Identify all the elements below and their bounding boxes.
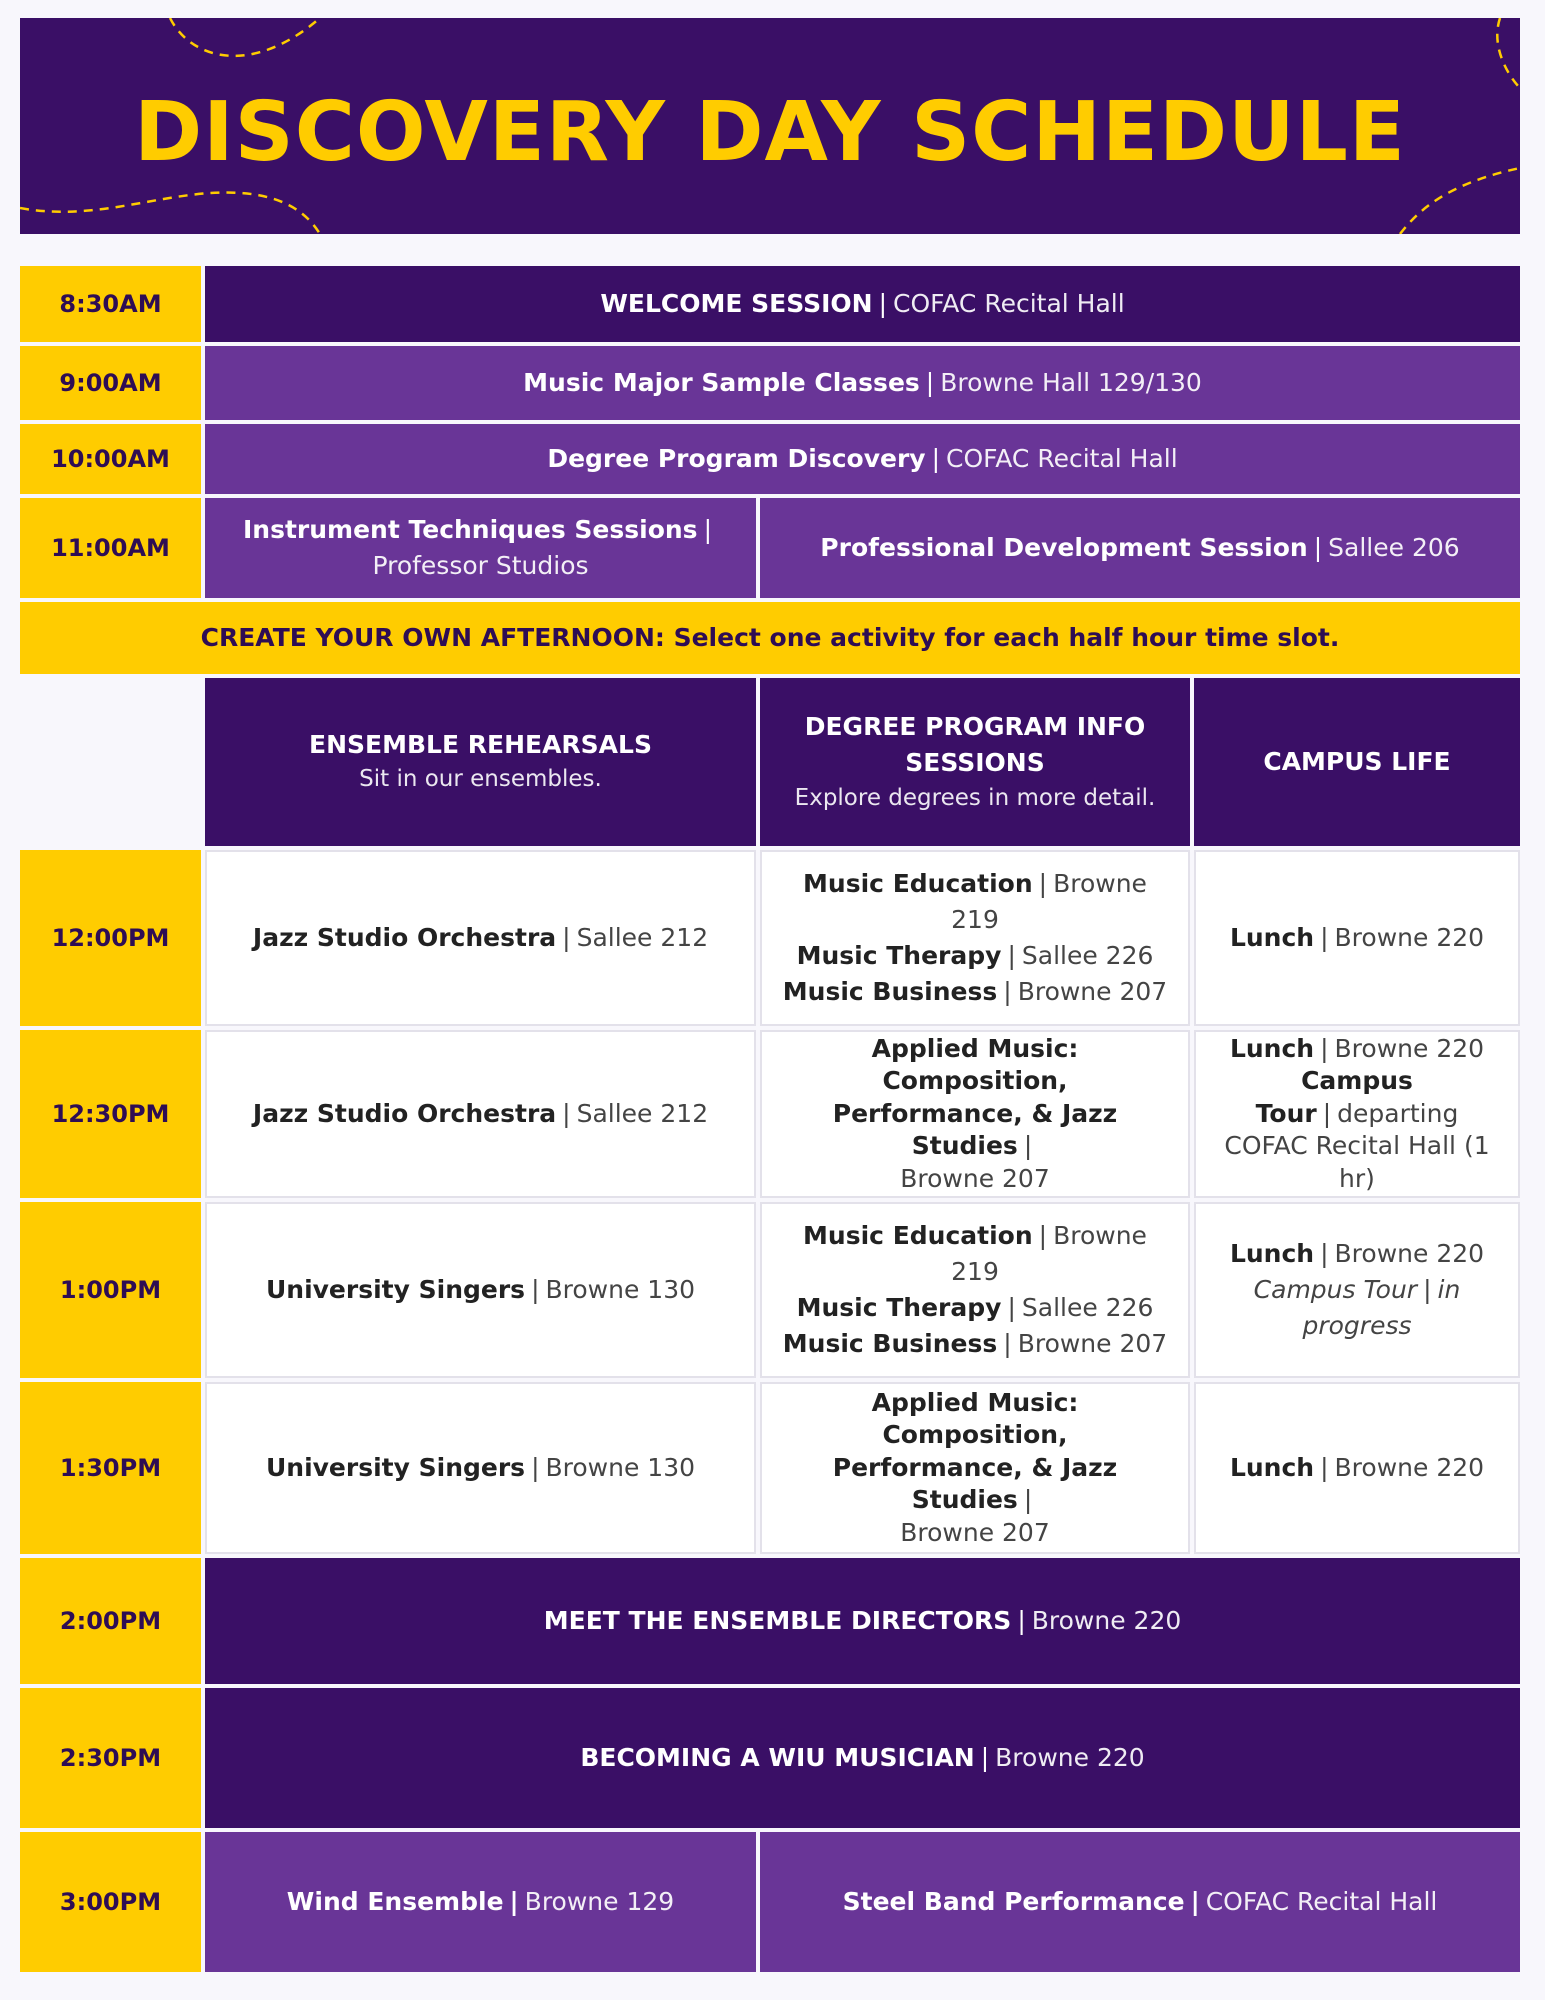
separator: | <box>925 367 935 397</box>
separator: | <box>562 922 571 952</box>
sample-classes-row <box>205 346 1520 420</box>
separator: | <box>1320 922 1329 952</box>
separator: | <box>1007 1293 1016 1322</box>
campus-note-status: in progress <box>1302 1274 1461 1341</box>
event-name: Music Major Sample Classes <box>523 367 920 397</box>
event-name: Professional Development Session <box>820 532 1308 562</box>
separator: | <box>562 1098 571 1128</box>
welcome-session-row <box>205 266 1520 342</box>
event-location: Browne Hall 129/130 <box>940 367 1202 397</box>
banner-lead: CREATE YOUR OWN AFTERNOON: <box>200 622 665 652</box>
time-slot: 8:30AM <box>20 266 201 342</box>
activity-name: Music Therapy <box>796 1293 1002 1322</box>
event-name: Degree Program Discovery <box>547 443 926 473</box>
activity-location: departing <box>1337 1098 1459 1128</box>
steel-band-cell <box>760 1832 1520 1972</box>
event-location: Browne 129 <box>524 1886 675 1916</box>
separator: | <box>1003 1329 1012 1359</box>
time-slot: 2:00PM <box>20 1558 201 1684</box>
ensemble-cell <box>205 1382 756 1554</box>
activity-name: Music Therapy <box>796 941 1002 970</box>
activity-location: COFAC Recital Hall (1 hr) <box>1224 1131 1490 1193</box>
campus-cell <box>1194 1202 1520 1378</box>
activity-location: Sallee 212 <box>576 1098 709 1128</box>
column-header-degree <box>760 678 1190 846</box>
activity-name: Performance, & Jazz Studies <box>832 1098 1118 1161</box>
event-location: Browne 220 <box>1031 1605 1182 1635</box>
event-location: COFAC Recital Hall <box>1205 1886 1438 1916</box>
time-slot: 2:30PM <box>20 1688 201 1828</box>
separator: | <box>509 1886 519 1916</box>
wiu-musician-row <box>205 1688 1520 1828</box>
activity-name: Lunch <box>1229 1033 1315 1063</box>
activity-location: Browne 130 <box>545 1274 696 1304</box>
time-slot: 3:00PM <box>20 1832 201 1972</box>
activity-name: Jazz Studio Orchestra <box>252 1098 557 1128</box>
time-slot: 11:00AM <box>20 498 201 598</box>
activity-name: Music Business <box>782 977 998 1007</box>
event-location: Sallee 206 <box>1328 532 1460 562</box>
activity-name: Music Education <box>803 868 1033 898</box>
activity-name: Lunch <box>1229 1452 1315 1482</box>
event-location: COFAC Recital Hall <box>946 443 1178 473</box>
activity-location: Browne 207 <box>900 1517 1050 1547</box>
activity-name: Music Education <box>803 1220 1033 1250</box>
activity-name: Performance, & Jazz Studies <box>832 1452 1118 1515</box>
activity-location: Sallee 226 <box>1021 941 1154 970</box>
separator: | <box>1003 977 1012 1007</box>
activity-location: Sallee 212 <box>576 922 709 952</box>
column-title: CAMPUS LIFE <box>1263 746 1451 776</box>
separator: | <box>1007 941 1016 970</box>
activity-name: Applied Music: Composition, <box>871 1033 1079 1096</box>
column-title: DEGREE PROGRAM INFO SESSIONS <box>804 712 1146 778</box>
separator: | <box>980 1742 990 1772</box>
time-slot: 1:00PM <box>20 1202 201 1378</box>
separator: | <box>1320 1238 1329 1268</box>
separator: | <box>1320 1452 1329 1482</box>
column-subtitle: Sit in our ensembles. <box>359 766 602 793</box>
time-slot: 10:00AM <box>20 424 201 494</box>
degree-cell <box>760 1030 1190 1198</box>
page-title: DISCOVERY DAY SCHEDULE <box>134 85 1406 180</box>
event-name: WELCOME SESSION <box>600 288 873 318</box>
wind-ensemble-cell <box>205 1832 756 1972</box>
meet-directors-row <box>205 1558 1520 1684</box>
activity-name: University Singers <box>265 1274 526 1304</box>
activity-name: Campus Tour <box>1255 1066 1413 1128</box>
separator: | <box>1313 532 1323 562</box>
activity-name: Applied Music: Composition, <box>871 1387 1079 1450</box>
time-slot: 12:30PM <box>20 1030 201 1198</box>
event-name: Wind Ensemble <box>286 1886 504 1916</box>
separator: | <box>1017 1605 1026 1635</box>
degree-cell <box>760 1382 1190 1554</box>
activity-name: Lunch <box>1229 1238 1315 1268</box>
activity-location: Browne 219 <box>951 868 1147 934</box>
activity-name: Lunch <box>1229 922 1315 952</box>
degree-discovery-row <box>205 424 1520 494</box>
afternoon-banner <box>20 602 1520 674</box>
time-slot: 1:30PM <box>20 1382 201 1554</box>
separator: | <box>1423 1274 1432 1304</box>
ensemble-cell <box>205 1202 756 1378</box>
separator: | <box>1320 1033 1329 1063</box>
event-name: MEET THE ENSEMBLE DIRECTORS <box>543 1605 1012 1635</box>
time-slot: 9:00AM <box>20 346 201 420</box>
campus-cell <box>1194 1030 1520 1198</box>
event-location: Browne 220 <box>995 1742 1145 1772</box>
activity-location: Browne 220 <box>1334 1238 1485 1268</box>
activity-location: Browne 207 <box>1017 977 1168 1007</box>
activity-location: Browne 219 <box>951 1220 1147 1286</box>
separator: | <box>1038 868 1048 898</box>
title-banner <box>20 18 1520 234</box>
separator: | <box>1023 1131 1033 1161</box>
activity-location: Sallee 226 <box>1021 1293 1154 1322</box>
event-name: Instrument Techniques Sessions <box>242 514 698 544</box>
campus-cell <box>1194 1382 1520 1554</box>
ensemble-cell <box>205 1030 756 1198</box>
activity-location: Browne 207 <box>1017 1329 1168 1359</box>
activity-location: Browne 220 <box>1334 1033 1485 1063</box>
activity-location: Browne 130 <box>545 1452 696 1482</box>
ensemble-cell <box>205 850 756 1026</box>
professional-development-cell <box>760 498 1520 598</box>
separator: | <box>931 443 941 473</box>
separator: | <box>531 1274 540 1304</box>
campus-note: Campus Tour <box>1253 1274 1418 1304</box>
activity-location: Browne 207 <box>900 1163 1050 1193</box>
banner-text: Select one activity for each half hour time slot. <box>673 622 1340 652</box>
separator: | <box>531 1452 540 1482</box>
activity-location: Browne 220 <box>1334 1452 1485 1482</box>
column-subtitle: Explore degrees in more detail. <box>794 784 1156 811</box>
column-title: ENSEMBLE REHEARSALS <box>309 730 652 760</box>
activity-name: Music Business <box>782 1329 998 1359</box>
degree-cell <box>760 1202 1190 1378</box>
event-name: BECOMING A WIU MUSICIAN <box>580 1742 975 1772</box>
activity-name: Jazz Studio Orchestra <box>252 922 557 952</box>
separator: | <box>1322 1098 1332 1128</box>
event-name: Steel Band Performance <box>842 1886 1185 1916</box>
activity-name: University Singers <box>265 1452 526 1482</box>
instrument-techniques-cell <box>205 498 756 598</box>
time-slot: 12:00PM <box>20 850 201 1026</box>
event-location: COFAC Recital Hall <box>893 288 1125 318</box>
event-location: Professor Studios <box>372 551 589 580</box>
separator: | <box>703 514 712 544</box>
separator: | <box>1023 1485 1033 1515</box>
separator: | <box>1190 1886 1200 1916</box>
separator: | <box>1038 1220 1048 1250</box>
column-header-ensemble <box>205 678 756 846</box>
degree-cell <box>760 850 1190 1026</box>
column-header-campus <box>1194 678 1520 846</box>
separator: | <box>878 288 888 318</box>
activity-location: Browne 220 <box>1334 922 1485 952</box>
campus-cell <box>1194 850 1520 1026</box>
